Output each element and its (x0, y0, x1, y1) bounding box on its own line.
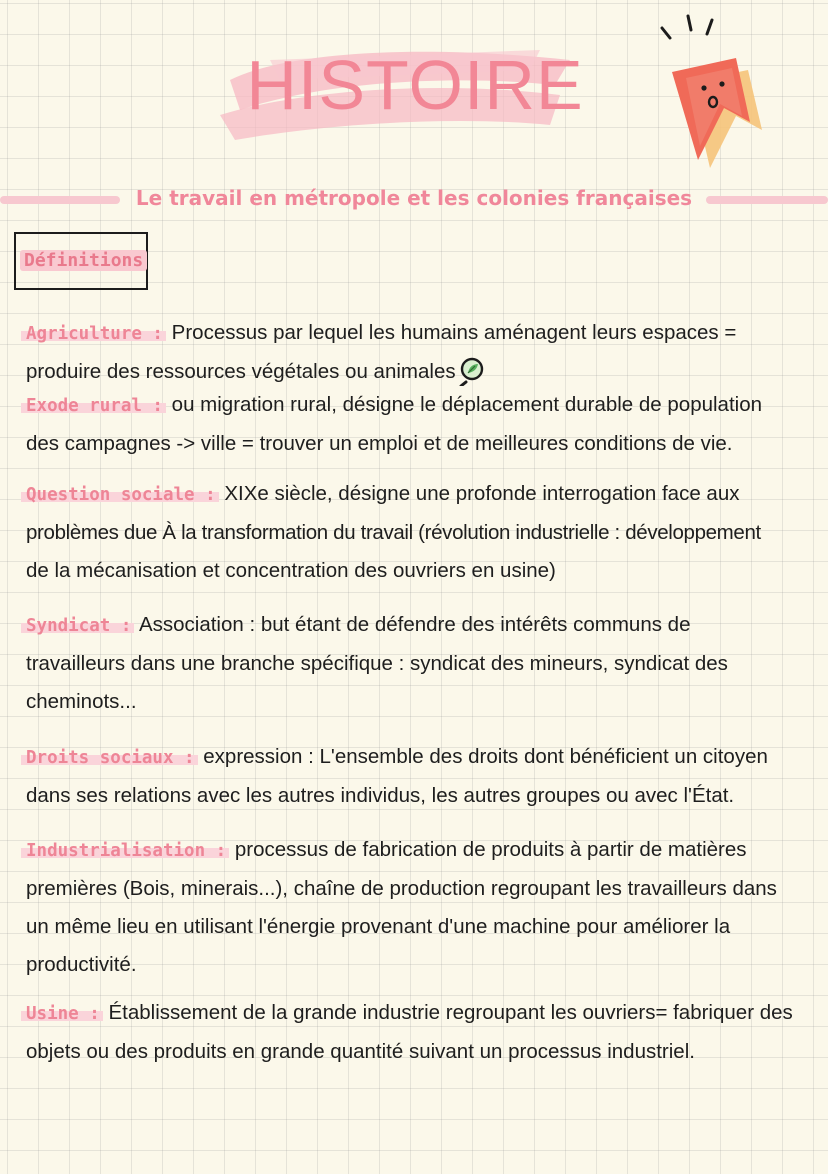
definition-term: Usine : (21, 1004, 103, 1024)
definition-term: Syndicat : (21, 616, 134, 636)
definition-text: des campagnes -> ville = trouver un emploi et de meilleures conditions de vie. (26, 432, 733, 455)
definition-text: Association : but étant de défendre des intérêts communs de (138, 613, 691, 636)
definition-text: XIXe siècle, désigne une profonde interrogation face aux (224, 482, 740, 505)
definition-text: expression : L'ensemble des droits dont bénéficient un citoyen (203, 745, 768, 768)
definition-text: premières (Bois, minerais...), chaîne de production regroupant les travailleurs dans (26, 877, 777, 900)
page-subtitle: Le travail en métropole et les colonies françaises (135, 186, 693, 210)
definition-text: cheminots... (26, 690, 137, 713)
definition-usine (26, 994, 826, 1071)
definition-syndicat (26, 606, 826, 721)
definition-text: produire des ressources végétales ou animales (26, 360, 456, 383)
leaf-magnifier-icon (458, 356, 488, 386)
definition-term: Question sociale : (21, 485, 219, 505)
definition-text: processus de fabrication de produits à partir de matières (234, 838, 747, 861)
section-label: Définitions (20, 250, 147, 271)
definition-text: travailleurs dans une branche spécifique : syndicat des mineurs, syndicat des (26, 652, 728, 675)
definition-term: Agriculture : (21, 324, 166, 344)
definition-term: Industrialisation : (21, 841, 229, 861)
definition-text: problèmes due À la transformation du travail (révolution industrielle : développement (26, 521, 761, 544)
definition-droits-sociaux (26, 738, 826, 815)
page-title: HISTOIRE (246, 46, 584, 124)
definition-exode-rural (26, 386, 826, 463)
definition-text: Établissement de la grande industrie regroupant les ouvriers= fabriquer des (108, 1001, 793, 1024)
definition-text: Processus par lequel les humains aménagent leurs espaces = (171, 321, 737, 344)
definition-agriculture (26, 314, 826, 391)
definition-text: un même lieu en utilisant l'énergie provenant d'une machine pour améliorer la (26, 915, 731, 938)
definition-term: Droits sociaux : (21, 748, 198, 768)
definition-text: objets ou des produits en grande quantité suivant un processus industriel. (26, 1040, 695, 1063)
definition-question-sociale (26, 475, 826, 590)
surprised-flag-icon (650, 12, 770, 172)
definition-text: ou migration rural, désigne le déplacement durable de population (171, 393, 763, 416)
definition-text: de la mécanisation et concentration des ouvriers en usine) (26, 559, 556, 582)
definition-term: Exode rural : (21, 396, 166, 416)
definition-text: productivité. (26, 953, 137, 976)
definition-text: dans ses relations avec les autres individus, les autres groupes ou avec l'État. (26, 784, 735, 807)
definition-industrialisation (26, 831, 826, 984)
